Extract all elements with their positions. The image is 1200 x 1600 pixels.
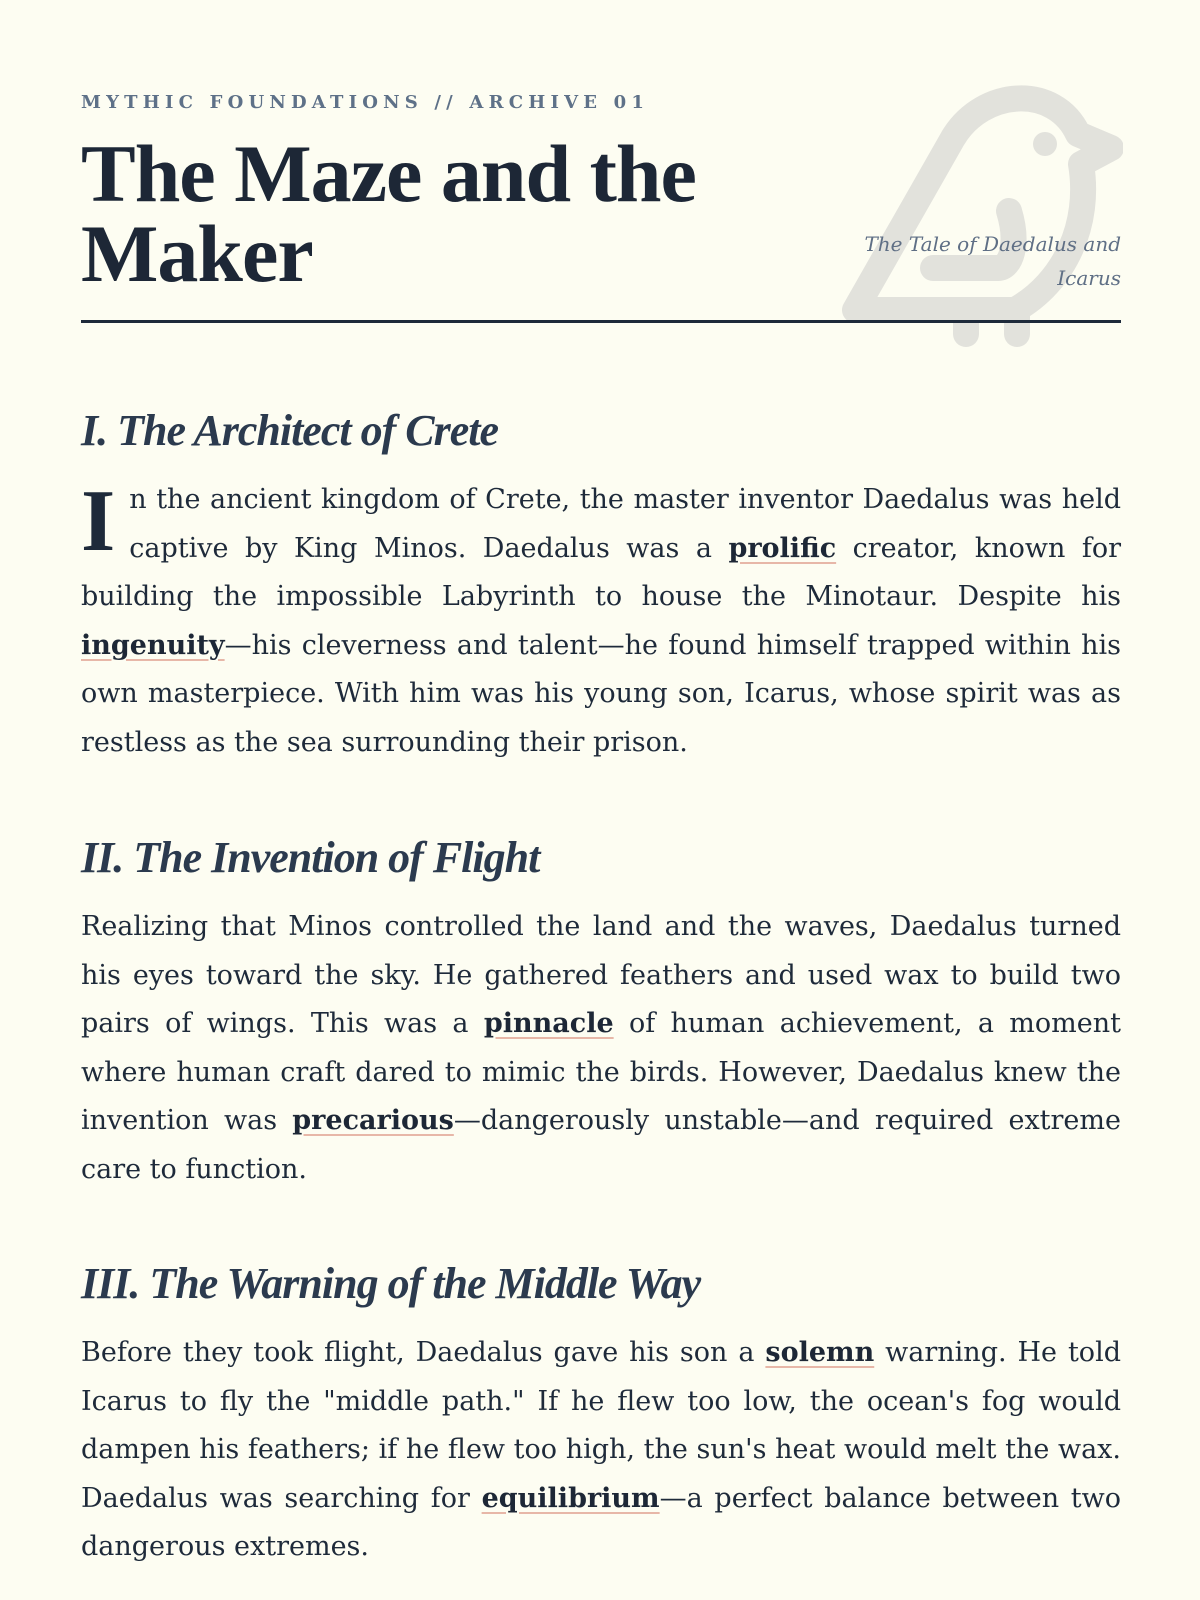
section-paragraph-architect xyxy=(81,473,1122,767)
section-heading-architect: I. The Architect of Crete xyxy=(81,406,498,455)
vocab-word-equilibrium[interactable]: equilibrium xyxy=(481,1482,660,1514)
paragraph-text: Realizing that Minos controlled the land and the waves, Daedalus turned his eyes toward the sky. He gathered feathers and used wax to build two pairs of wings. This was a xyxy=(81,911,1121,1039)
paragraph-text: n the ancient kingdom of Crete, the master inventor Daedalus was held captive by King Minos. Daedalus was a xyxy=(129,484,1121,564)
paragraph-text: creator, known for building the impossible Labyrinth to house the Minotaur. Despite his xyxy=(81,532,1122,612)
paragraph-text: of human achievement, a moment where human craft dared to mimic the birds. However, Daedalus knew the invention was xyxy=(81,1008,1121,1136)
series-kicker: MYTHIC FOUNDATIONS // ARCHIVE 01 xyxy=(81,92,650,113)
paragraph-text: warning. He told Icarus to fly the "middle path." If he flew too low, the ocean's fog would dampen his feathers; if he flew too high, the sun's heat would melt the wax. Daedalus was searching for xyxy=(81,1337,1121,1514)
vocab-word-precarious[interactable]: precarious xyxy=(292,1105,454,1136)
article-header xyxy=(81,0,1121,325)
vocab-word-solemn[interactable]: solemn xyxy=(765,1337,875,1368)
drop-cap: I xyxy=(81,473,116,570)
page-subtitle: The Tale of Daedalus and Icarus xyxy=(864,232,1121,290)
header-divider xyxy=(81,320,1121,323)
paragraph-text: —dangerously unstable—and required extreme care to function. xyxy=(81,1105,1121,1185)
section-heading-flight: II. The Invention of Flight xyxy=(81,833,540,882)
section-paragraph-middle-way xyxy=(81,1329,1121,1572)
section-heading-middle-way: III. The Warning of the Middle Way xyxy=(81,1259,701,1308)
paragraph-text: Before they took flight, Daedalus gave his son a xyxy=(81,1337,766,1368)
bird-icon xyxy=(833,76,1123,348)
vocab-word-prolific[interactable]: prolific xyxy=(728,532,837,564)
page-title: The Maze and the Maker xyxy=(81,128,696,299)
paragraph-text: —his cleverness and talent—he found himself trapped within his own masterpiece. With him was his young son, Icarus, whose spirit was as restless as the sea surrounding their prison. xyxy=(81,629,1121,758)
vocab-word-ingenuity[interactable]: ingenuity xyxy=(81,629,225,661)
vocab-word-pinnacle[interactable]: pinnacle xyxy=(483,1008,614,1039)
paragraph-text: —a perfect balance between two dangerous extremes. xyxy=(81,1482,1121,1562)
article-page xyxy=(81,0,1121,1600)
section-paragraph-flight xyxy=(81,903,1121,1194)
